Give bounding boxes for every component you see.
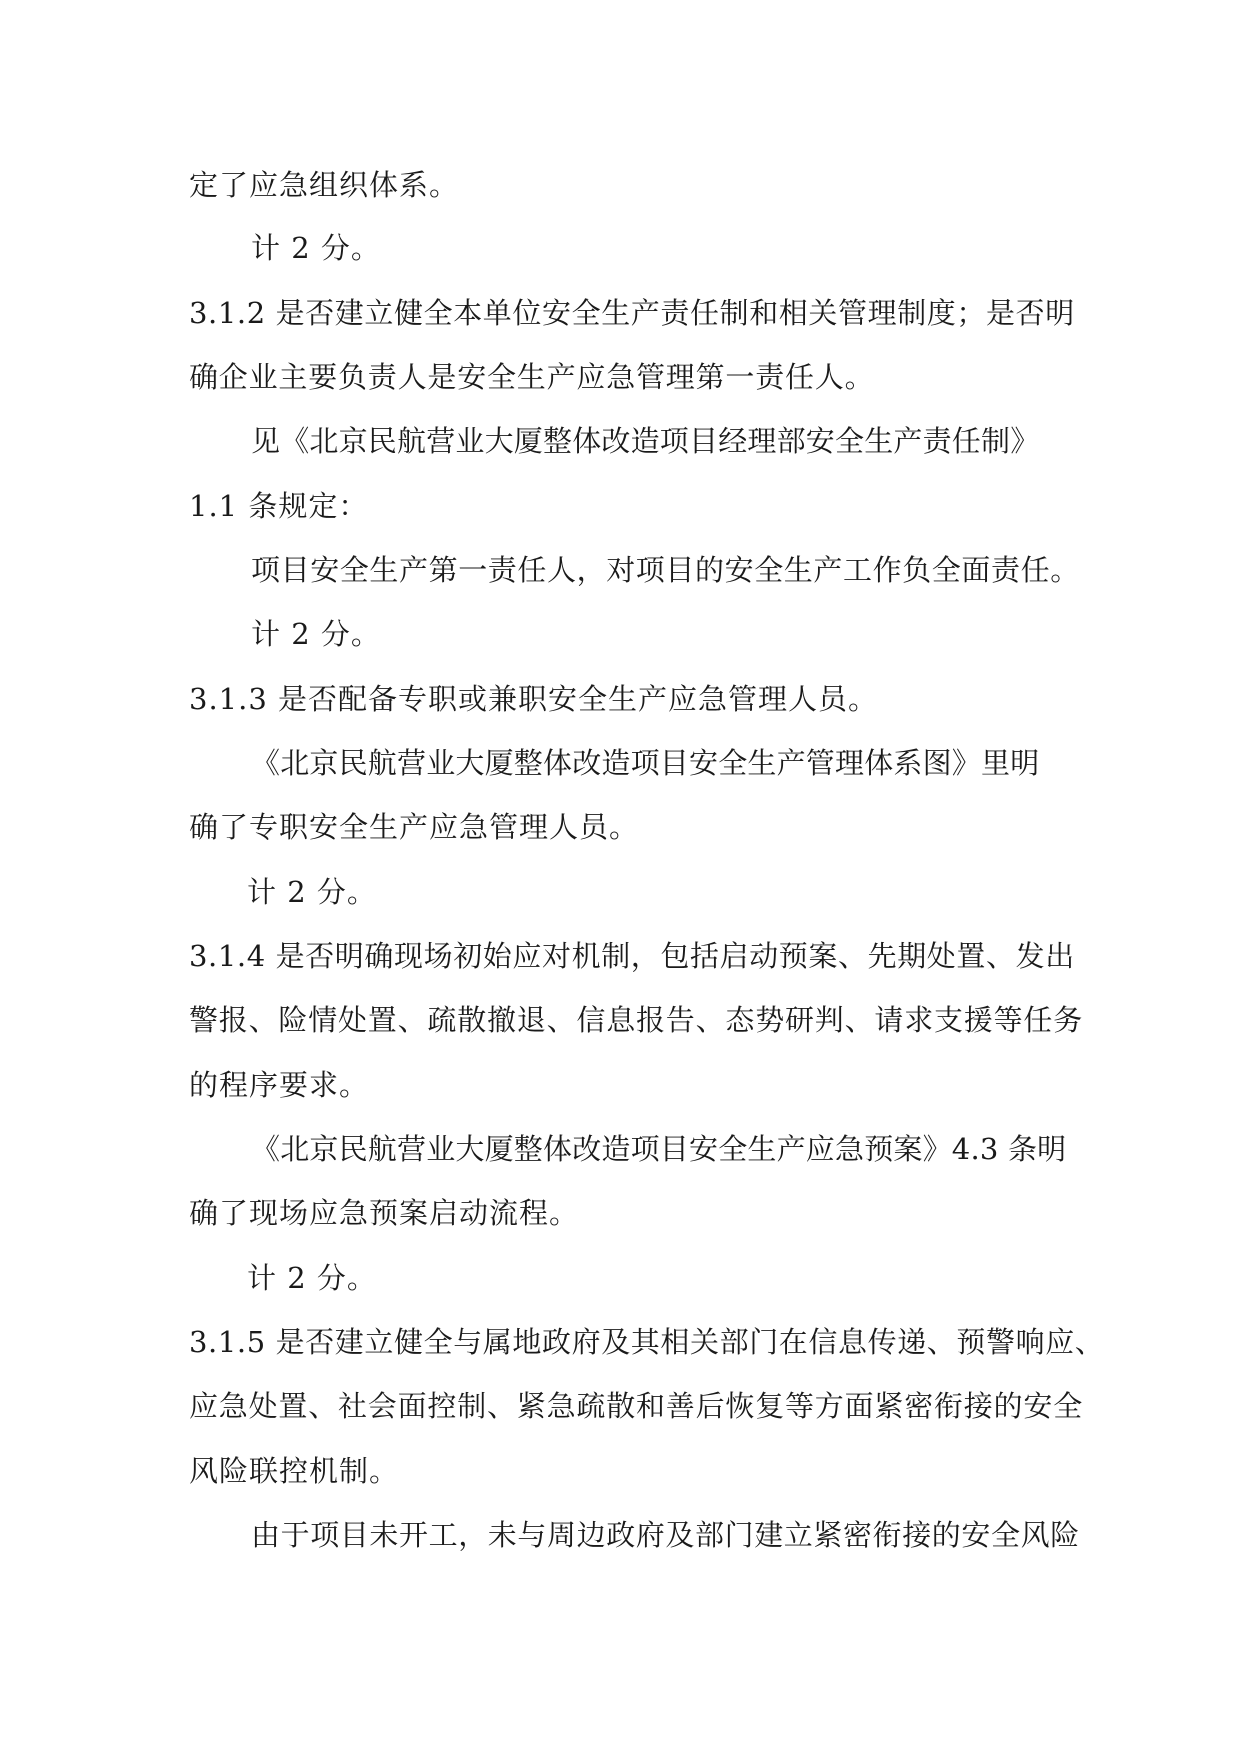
text-line: 3.1.3 是否配备专职或兼职安全生产应急管理人员。 xyxy=(189,682,879,716)
text-line: 3.1.2 是否建立健全本单位安全生产责任制和相关管理制度；是否明 xyxy=(189,296,1075,330)
text-line: 应急处置、社会面控制、紧急疏散和善后恢复等方面紧密衔接的安全 xyxy=(189,1389,1084,1423)
text-line: 确企业主要负责人是安全生产应急管理第一责任人。 xyxy=(189,360,875,394)
text-line: 确了专职安全生产应急管理人员。 xyxy=(189,810,640,844)
text-line: 计 2 分。 xyxy=(251,617,381,651)
text-line: 确了现场应急预案启动流程。 xyxy=(189,1196,580,1230)
text-line: 计 2 分。 xyxy=(251,231,381,265)
text-line: 定了应急组织体系。 xyxy=(189,168,460,202)
text-line: 风险联控机制。 xyxy=(189,1454,400,1488)
text-line: 项目安全生产第一责任人，对项目的安全生产工作负全面责任。 xyxy=(251,553,1080,587)
text-line: 3.1.4 是否明确现场初始应对机制，包括启动预案、先期处置、发出 xyxy=(189,939,1075,973)
text-line: 由于项目未开工，未与周边政府及部门建立紧密衔接的安全风险 xyxy=(251,1518,1080,1552)
text-line: 1.1 条规定： xyxy=(189,489,369,523)
text-line: 《北京民航营业大厦整体改造项目安全生产应急预案》4.3 条明 xyxy=(251,1132,1067,1166)
text-line: 警报、险情处置、疏散撤退、信息报告、态势研判、请求支援等任务 xyxy=(189,1003,1084,1037)
text-line: 3.1.5 是否建立健全与属地政府及其相关部门在信息传递、预警响应、 xyxy=(189,1325,1105,1359)
text-line: 见《北京民航营业大厦整体改造项目经理部安全生产责任制》 xyxy=(251,424,1040,458)
text-line: 的程序要求。 xyxy=(189,1068,370,1102)
text-line: 计 2 分。 xyxy=(247,1261,377,1295)
text-line: 《北京民航营业大厦整体改造项目安全生产管理体系图》里明 xyxy=(251,746,1040,780)
text-line: 计 2 分。 xyxy=(247,875,377,909)
